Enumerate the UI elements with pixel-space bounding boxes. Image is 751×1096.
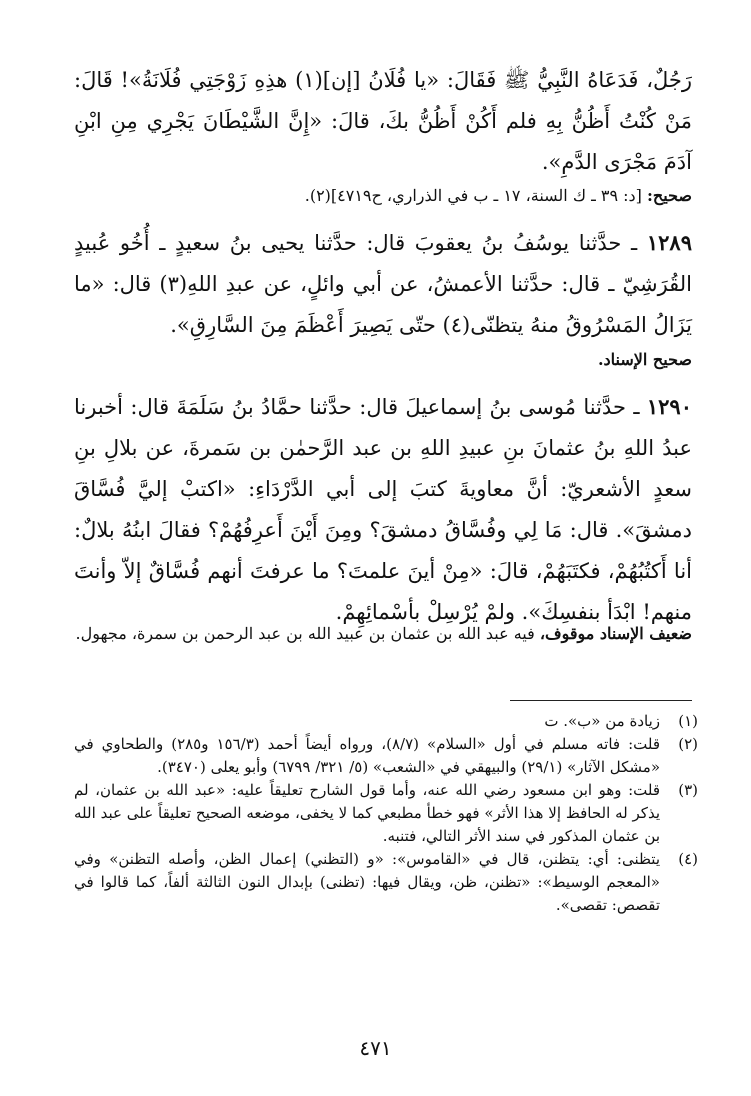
footnote-number: (١) <box>678 712 698 730</box>
hadith-text: ـ حدَّثنا مُوسى بنُ إسماعيلَ قال: حدَّثنا حمَّادُ بنُ سَلَمَةَ قال: أخبرنا عبدُ اللهِ بنُ عثمانَ بنِ عبيدِ اللهِ بن عبد الرَّحمٰن بن سَمرةَ، عن بلالِ بنِ سعدٍ الأشعريّ: أنَّ معاويةَ كتبَ إلى أبي الدَّرْدَاءِ: «اكتبْ إليَّ فُسَّاقَ دمشقَ». قال: مَا لِي وفُسَّاقُ دمشقَ؟ ومِنَ أَيْنَ أَعرِفُهُمْ؟ فقالَ ابنُهُ بلالٌ: أنا أَكتُبُهُمْ، فكتَبَهُمْ، قالَ: «مِنْ أينَ علمتَ؟ ما عرفتَ أنهم فُسَّاقٌ إلاّ وأنتَ منهم! ابْدَأ بنفسِكَ». ولمْ يُرْسِلْ بأسْمائِهِمْ. <box>74 395 692 624</box>
footnote-separator <box>510 700 692 701</box>
footnote-text: قلت: فاته مسلم في أول «السلام» (٨/٧)، ورواه أيضاً أحمد (١٥٦/٣ و٢٨٥) والطحاوي في «مشكل الآثار» (٢٩/١) والبيهقي في «الشعب» (٥/ ٣٢١/ ٦٧٩٩) وأبو يعلى (٣٤٧٠). <box>74 735 660 776</box>
footnotes <box>74 710 698 917</box>
hadith-number: ١٢٨٩ <box>646 230 692 255</box>
grade-label: صحيح: <box>647 186 692 205</box>
hadith-1289-grade <box>74 346 692 374</box>
hadith-text: ـ حدَّثنا يوسُفُ بنُ يعقوبَ قال: حدَّثنا يحيى بنُ سعيدٍ ـ أُخُو عُبيدٍ القُرَشِيّ ـ قال: حدَّثنا الأعمشُ، عن أبي وائلٍ، عن عبدِ اللهِ(٣) قال: «ما يَزَالُ المَسْرُوقُ منهُ يتظنّى(٤) حتّى يَصِيرَ أَعْظَمَ مِنَ السَّارِقِ». <box>74 231 693 337</box>
grade-reference: [د: ٣٩ ـ ك السنة، ١٧ ـ ب في الذراري، ح٤٧١٩](٢). <box>304 186 642 205</box>
hadith-1288-grade <box>74 182 692 210</box>
footnote <box>74 710 698 733</box>
footnote-number: (٤) <box>678 850 698 868</box>
hadith-1289 <box>74 222 692 346</box>
hadith-1290-grade <box>74 620 692 648</box>
grade-label: ضعيف الإسناد موقوف، <box>539 624 692 643</box>
hadith-1288-tail <box>74 60 692 183</box>
footnote-text: زيادة من «ب». ت <box>544 712 660 730</box>
footnote-number: (٢) <box>678 735 698 753</box>
grade-label: صحيح الإسناد. <box>597 350 692 369</box>
page-number: ٤٧١ <box>359 1036 392 1060</box>
footnote-text: يتظنى: أي: يتظنن، قال في «القاموس»: «و (التظني) إعمال الظن، وأصله التظنن» وفي «المعجم الوسيط»: «تظنن، ظن، ويقال فيها: (تظنى) بإبدال النون الثالثة ألفاً، كما قالوا في تقصص: تقصى». <box>74 850 660 914</box>
footnote <box>74 733 698 779</box>
footnote-number: (٣) <box>678 781 698 799</box>
grade-reference: فيه عبد الله بن عثمان بن عبيد الله بن عبد الرحمن بن سمرة، مجهول. <box>75 624 535 643</box>
hadith-1290 <box>74 386 692 633</box>
footnote <box>74 779 698 848</box>
hadith-number: ١٢٩٠ <box>646 394 692 419</box>
hadith-text: رَجُلٌ، فَدَعَاهُ النَّبِيُّ ﷺ فَقَالَ: «يا فُلَانُ [إن](١) هذِهِ زَوْجَتِي فُلَانَةُ»! قَالَ: مَنْ كُنْتُ أَظُنُّ بِهِ فلم أَكُنْ أَظُنُّ بكَ، قالَ: «إِنَّ الشَّيْطَانَ يَجْرِي مِنِ ابْنِ آدَمَ مَجْرَى الدَّمِ». <box>74 68 692 174</box>
footnote <box>74 848 698 917</box>
footnote-text: قلت: وهو ابن مسعود رضي الله عنه، وأما قول الشارح تعليقاً عليه: «عبد الله بن عثمان، لم يذكر له الحافظ إلا هذا الأثر» فهو خطأ مطبعي كما لا يخفى، موضعه الصحيح تعليقاً على عبد الله بن عثمان المذكور في سند الأثر التالي، فتنبه. <box>74 781 660 845</box>
